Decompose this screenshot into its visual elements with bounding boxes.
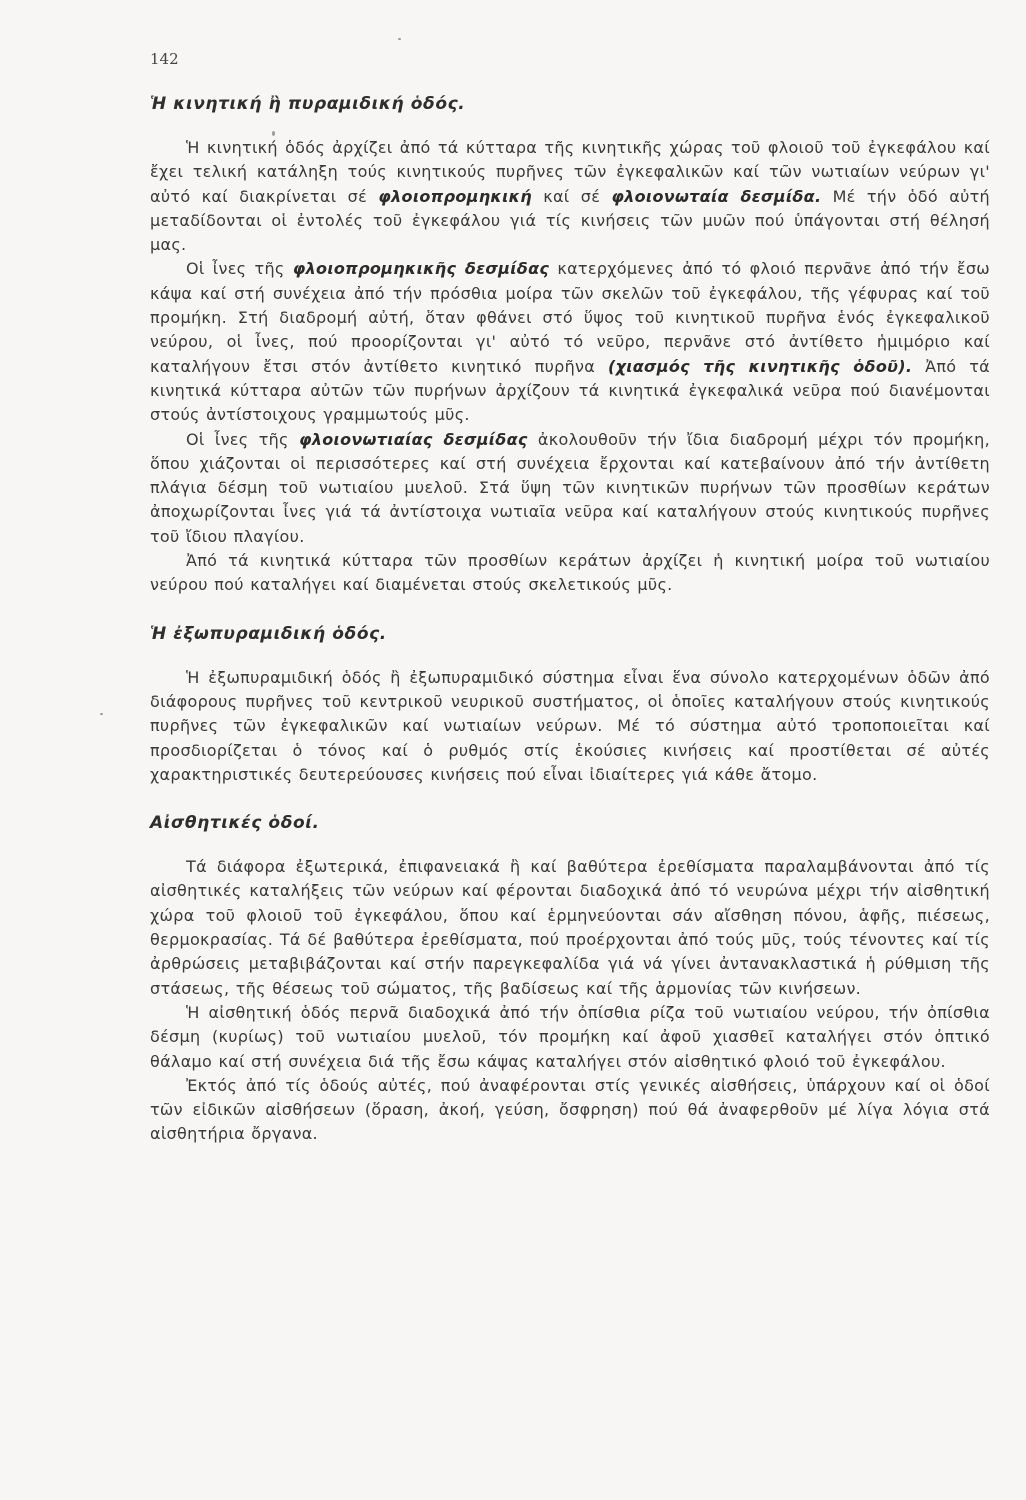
paragraph [150,257,990,427]
section-heading: Ἡ ἐξωπυραμιδική ὁδός. [150,623,387,644]
section-heading: Αἰσθητικές ὁδοί. [150,813,320,834]
text-run: Τά διάφορα ἐξωτερικά, ἐπιφανειακά ἢ καί βαθύτερα ἐρεθίσματα παραλαμβάνονται ἀπό τίς αἰσθητικές καταλήξεις τῶν νεύρων καί φέρονται διαδοχικά ἀπό τό νευρώνα μέχρι τήν αἰσθητική χώρα τοῦ φλοιοῦ τοῦ ἐγκεφάλου, ὅπου καί ἑρμηνεύονται σάν αἴσθηση πόνου, ἁφῆς, πιέσεως, θερμοκρασίας. Τά δέ βαθύτερα ἐρεθίσματα, πού προέρχονται ἀπό τούς μῦς, τούς τένοντες καί τίς ἀρθρώσεις μεταβιβάζονται καί στήν παρεγκεφαλίδα γιά νά γίνει ἀντανακλαστικά ἡ ρύθμιση τῆς στάσεως, τῆς θέσεως τοῦ σώματος, τῆς βαδίσεως καί τῆς ἁρμονίας τῶν κινήσεων. [150,857,990,998]
page-body [150,94,990,1173]
emphasized-term: (χιασμός τῆς κινητικῆς ὁδοῦ). [607,356,913,376]
section [150,624,990,787]
text-run: Οἱ ἶνες τῆς [186,429,299,449]
section [150,94,990,598]
paragraph [150,1074,990,1147]
text-run: Ἡ ἐξωπυραμιδική ὁδός ἢ ἐξωπυραμιδικό σύστημα εἶναι ἕνα σύνολο κατερχομένων ὁδῶν ἀπό διάφορους πυρῆνες τοῦ κεντρικοῦ νευρικοῦ συστήματος, οἱ ὁποῖες καταλήγουν στούς κινητικούς πυρῆνες τῶν ἐγκεφαλικῶν καί νωτιαίων νεύρων. Μέ τό σύστημα αὐτό τροποποιεῖται καί προσδιορίζεται ὁ τόνος καί ὁ ρυθμός στίς ἑκούσιες κινήσεις καί προστίθεται σέ αὐτές χαρακτηριστικές δευτερεύουσες κινήσεις πού εἶναι ἰδιαίτερες γιά κάθε ἄτομο. [150,667,990,784]
paragraph [150,136,990,257]
paragraph [150,428,990,549]
emphasized-term: φλοιονωτιαίας δεσμίδας [299,429,528,449]
section [150,813,990,1147]
section-heading: Ἡ κινητική ἢ πυραμιδική ὁδός. [150,94,466,114]
emphasized-term: φλοιοπρομηκικῆς δεσμίδας [292,259,550,279]
paragraph [150,549,990,598]
text-run: Ἀπό τά κινητικά κύτταρα τῶν προσθίων κεράτων ἀρχίζει ἡ κινητική μοίρα τοῦ νωτιαίου νεύρου πού καταλήγει καί διαμένεται στούς σκελετικούς μῦς. [150,551,990,595]
scan-speck [398,38,401,40]
text-run: Ἡ κινητική ὁδός ἀρχίζει ἀπό τά κύτταρα τῆς κινητικῆς χώρας τοῦ φλοιοῦ τοῦ ἐγκεφάλου καί ἔχει τελική κατάληξη τούς κινητικούς πυρῆνες τῶν ἐγκεφαλικῶν καί τῶν νωτιαίων νεύρων γι' αὐτό καί διακρίνεται σέ [150,138,990,206]
emphasized-term: φλοιοπρομηκική [378,186,532,206]
text-run: Ἀπό τά κινητικά κύτταρα αὐτῶν τῶν πυρήνων ἀρχίζουν τά κινητικά ἐγκεφαλικά νεῦρα πού διανέμονται στούς ἀντίστοιχους γραμμωτούς μῦς. [150,356,990,425]
text-run: Μέ τήν ὁδό αὐτή μεταδίδονται οἱ ἐντολές τοῦ ἐγκεφάλου γιά τίς κινήσεις τῶν μυῶν πού ὑπάγονται στή θέλησή μας. [150,186,991,255]
paragraph [150,1001,990,1074]
text-run: Ἡ αἰσθητική ὁδός περνᾶ διαδοχικά ἀπό τήν ὀπίσθια ρίζα τοῦ νωτιαίου νεύρου, τήν ὀπίσθια δέσμη (κυρίως) τοῦ νωτιαίου μυελοῦ, τόν προμήκη καί ἀφοῦ χιασθεῖ καταλήγει στόν ὀπτικό θάλαμο καί στή συνέχεια διά τῆς ἔσω κάψας καταλήγει στόν αἰσθητικό φλοιό τοῦ ἐγκεφάλου. [150,1002,990,1071]
paragraph [150,666,990,787]
text-run: καί σέ [531,186,612,206]
text-run: Οἱ ἶνες τῆς [186,259,293,279]
text-run: ἀκολουθοῦν τήν ἴδια διαδρομή μέχρι τόν προμήκη, ὅπου χιάζονται οἱ περισσότερες καί στή συνέχεια ἔρχονται καί κατεβαίνουν ἀπό τήν ἀντίθετη πλάγια δέσμη τοῦ νωτιαίου μυελοῦ. Στά ὕψη τῶν κινητικῶν πυρήνων τῶν προσθίων κεράτων ἀποχωρίζονται ἶνες γιά τά ἀντίστοιχα νωτιαῖα νεῦρα καί καταλήγουν στούς κινητικούς πυρῆνες τοῦ ἴδιου πλαγίου. [150,429,990,546]
text-run: Ἐκτός ἀπό τίς ὁδούς αὐτές, πού ἀναφέρονται στίς γενικές αἰσθήσεις, ὑπάρχουν καί οἱ ὁδοί τῶν εἰδικῶν αἰσθήσεων (ὅραση, ἀκοή, γεύση, ὄσφρηση) πού θά ἀναφερθοῦν μέ λίγα λόγια στά αἰσθητήρια ὄργανα. [150,1075,990,1144]
scan-speck [100,713,103,715]
emphasized-term: φλοιονωταία δεσμίδα. [611,186,822,206]
paragraph [150,855,990,1001]
page-number: 142 [150,50,179,68]
text-run: κατερχόμενες ἀπό τό φλοιό περνᾶνε ἀπό τήν ἔσω κάψα καί στή συνέχεια ἀπό τήν πρόσθια μοίρα τῶν σκελῶν τοῦ ἐγκεφάλου, τῆς γέφυρας καί τοῦ προμήκη. Στή διαδρομή αὐτή, ὅταν φθάνει στό ὕψος τοῦ κινητικοῦ πυρῆνα ἑνός ἐγκεφαλικοῦ νεύρου, οἱ ἶνες, πού προορίζονται γι' αὐτό τό νεῦρο, περνᾶνε στό ἀντίθετο ἡμιμόριο καί καταλήγουν ἔτσι στόν ἀντίθετο κινητικό πυρῆνα [150,259,991,376]
